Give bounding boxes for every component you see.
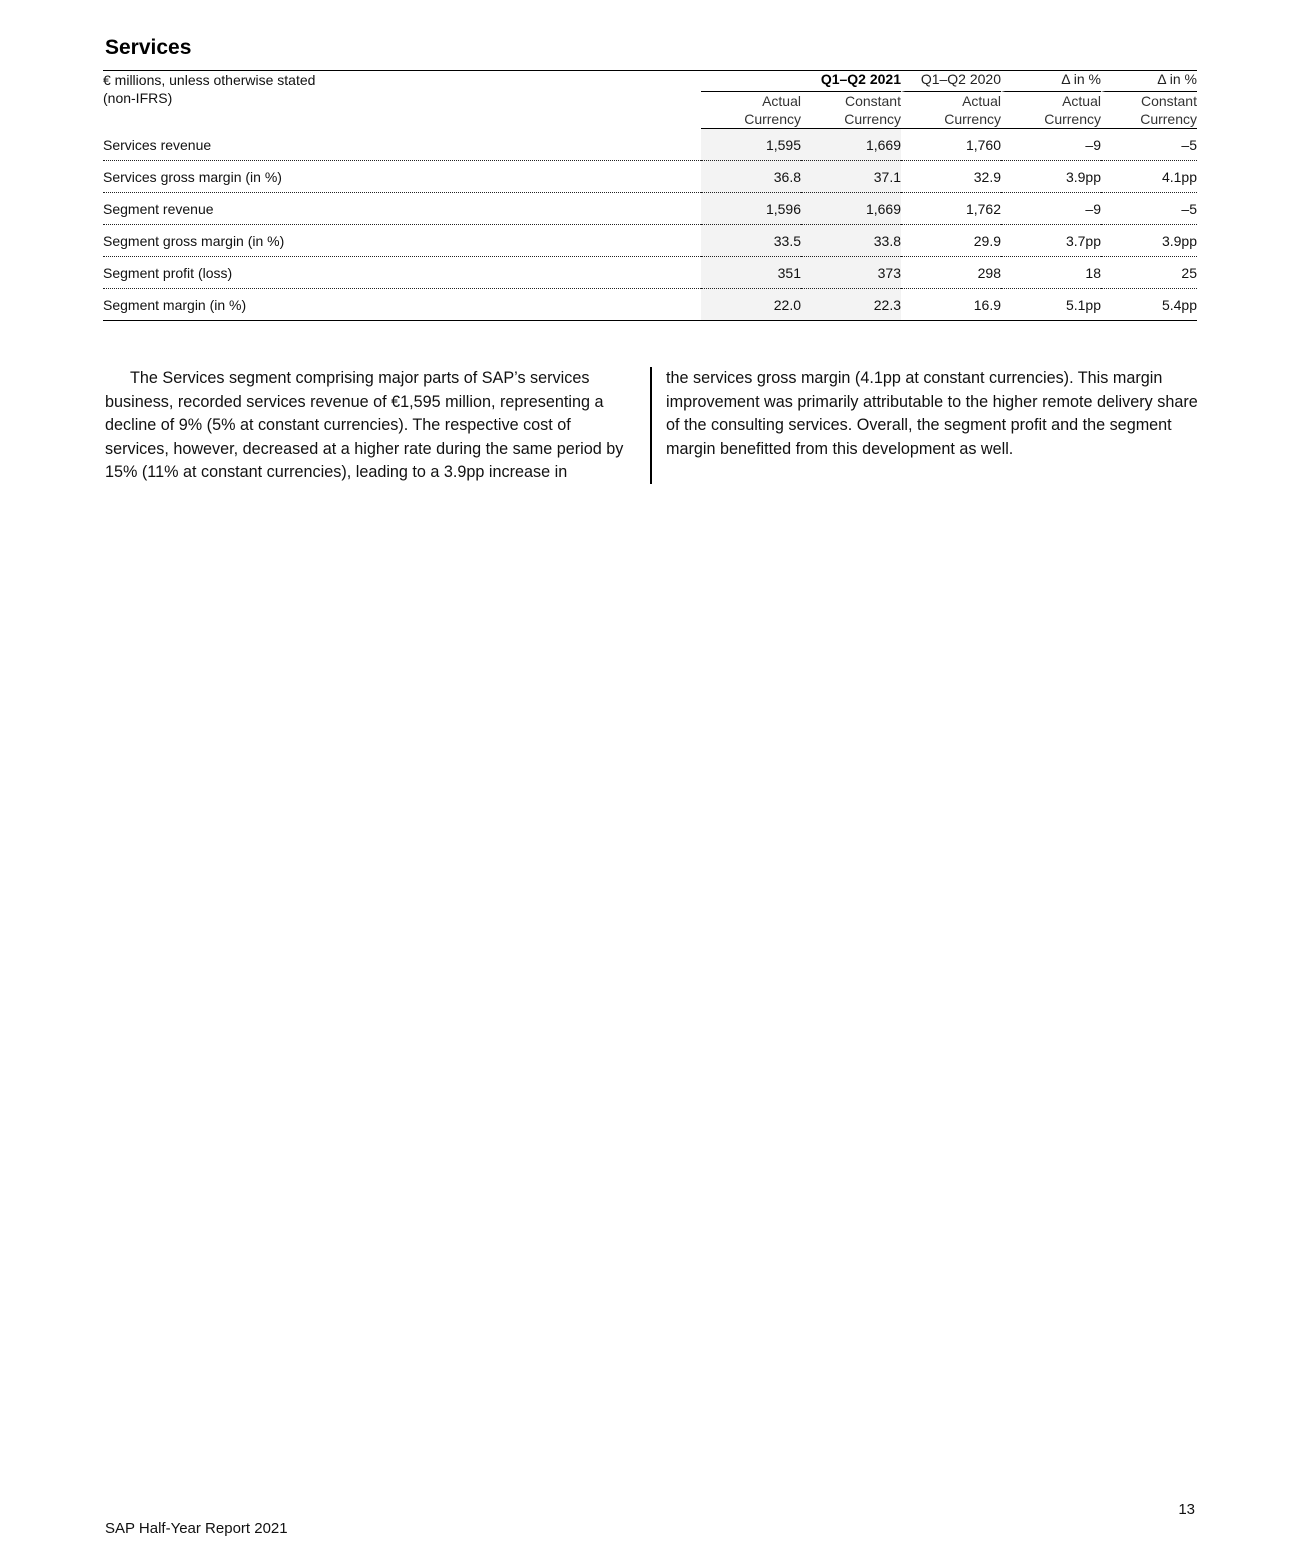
- table-cell: 33.8: [801, 225, 901, 257]
- delta-header-actual: Δ in %: [1001, 71, 1101, 92]
- table-row: [103, 289, 1197, 321]
- table-cell: 1,669: [801, 193, 901, 225]
- table-row: [103, 225, 1197, 257]
- subheader-actual-currency: Actual Currency: [1001, 92, 1101, 129]
- table-cell: 1,595: [701, 129, 801, 161]
- unit-label: € millions, unless otherwise stated (non-IFRS): [103, 72, 316, 106]
- table-cell: 25: [1101, 257, 1197, 289]
- table-cell: –9: [1001, 129, 1101, 161]
- table-cell: 22.0: [701, 289, 801, 321]
- table-cell: 3.7pp: [1001, 225, 1101, 257]
- table-cell: 29.9: [901, 225, 1001, 257]
- table-cell: 33.5: [701, 225, 801, 257]
- row-label: Segment revenue: [103, 193, 701, 225]
- table-cell: 5.4pp: [1101, 289, 1197, 321]
- table-cell: 298: [901, 257, 1001, 289]
- delta-header-constant: Δ in %: [1101, 71, 1197, 92]
- table-cell: 1,760: [901, 129, 1001, 161]
- subheader-actual-currency: Actual Currency: [901, 92, 1001, 129]
- period-header-2021: Q1–Q2 2021: [701, 71, 901, 92]
- subheader-constant-currency: Constant Currency: [1101, 92, 1197, 129]
- table-row: [103, 161, 1197, 193]
- table-cell: 22.3: [801, 289, 901, 321]
- table-cell: 5.1pp: [1001, 289, 1101, 321]
- table-cell: –5: [1101, 129, 1197, 161]
- row-label: Segment margin (in %): [103, 289, 701, 321]
- table-cell: 37.1: [801, 161, 901, 193]
- table-row: [103, 129, 1197, 161]
- body-text-column-1: The Services segment comprising major parts of SAP’s services business, recorded services revenue of €1,595 million, representing a decline of 9% (5% at constant currencies). The respective cost of services, however, decreased at a higher rate during the same period by 15% (11% at constant currencies), leading to a 3.9pp increase in: [105, 369, 624, 481]
- table-cell: 36.8: [701, 161, 801, 193]
- column-divider: [650, 367, 652, 484]
- table-cell: 1,669: [801, 129, 901, 161]
- table-cell: –9: [1001, 193, 1101, 225]
- table-cell: 3.9pp: [1101, 225, 1197, 257]
- table-cell: 18: [1001, 257, 1101, 289]
- page-number: 13: [1178, 1501, 1195, 1518]
- table-cell: 1,596: [701, 193, 801, 225]
- row-label: Services gross margin (in %): [103, 161, 701, 193]
- body-text-column-2: the services gross margin (4.1pp at constant currencies). This margin improvement was primarily attributable to the higher remote delivery share of the consulting services. Overall, the segment profit and the segment margin benefitted from this development as well.: [666, 369, 1198, 458]
- row-label: Segment profit (loss): [103, 257, 701, 289]
- table-cell: –5: [1101, 193, 1197, 225]
- subheader-actual-currency: Actual Currency: [701, 92, 801, 129]
- services-table: [103, 70, 1197, 321]
- row-label: Services revenue: [103, 129, 701, 161]
- table-cell: 3.9pp: [1001, 161, 1101, 193]
- row-label: Segment gross margin (in %): [103, 225, 701, 257]
- period-header-2020: Q1–Q2 2020: [901, 71, 1001, 92]
- table-row: [103, 193, 1197, 225]
- page-title: Services: [105, 36, 192, 59]
- footer-report-title: SAP Half-Year Report 2021: [105, 1520, 288, 1537]
- table-cell: 351: [701, 257, 801, 289]
- table-cell: 32.9: [901, 161, 1001, 193]
- table-cell: 4.1pp: [1101, 161, 1197, 193]
- table-cell: 1,762: [901, 193, 1001, 225]
- subheader-constant-currency: Constant Currency: [801, 92, 901, 129]
- table-cell: 373: [801, 257, 901, 289]
- table-cell: 16.9: [901, 289, 1001, 321]
- table-row: [103, 257, 1197, 289]
